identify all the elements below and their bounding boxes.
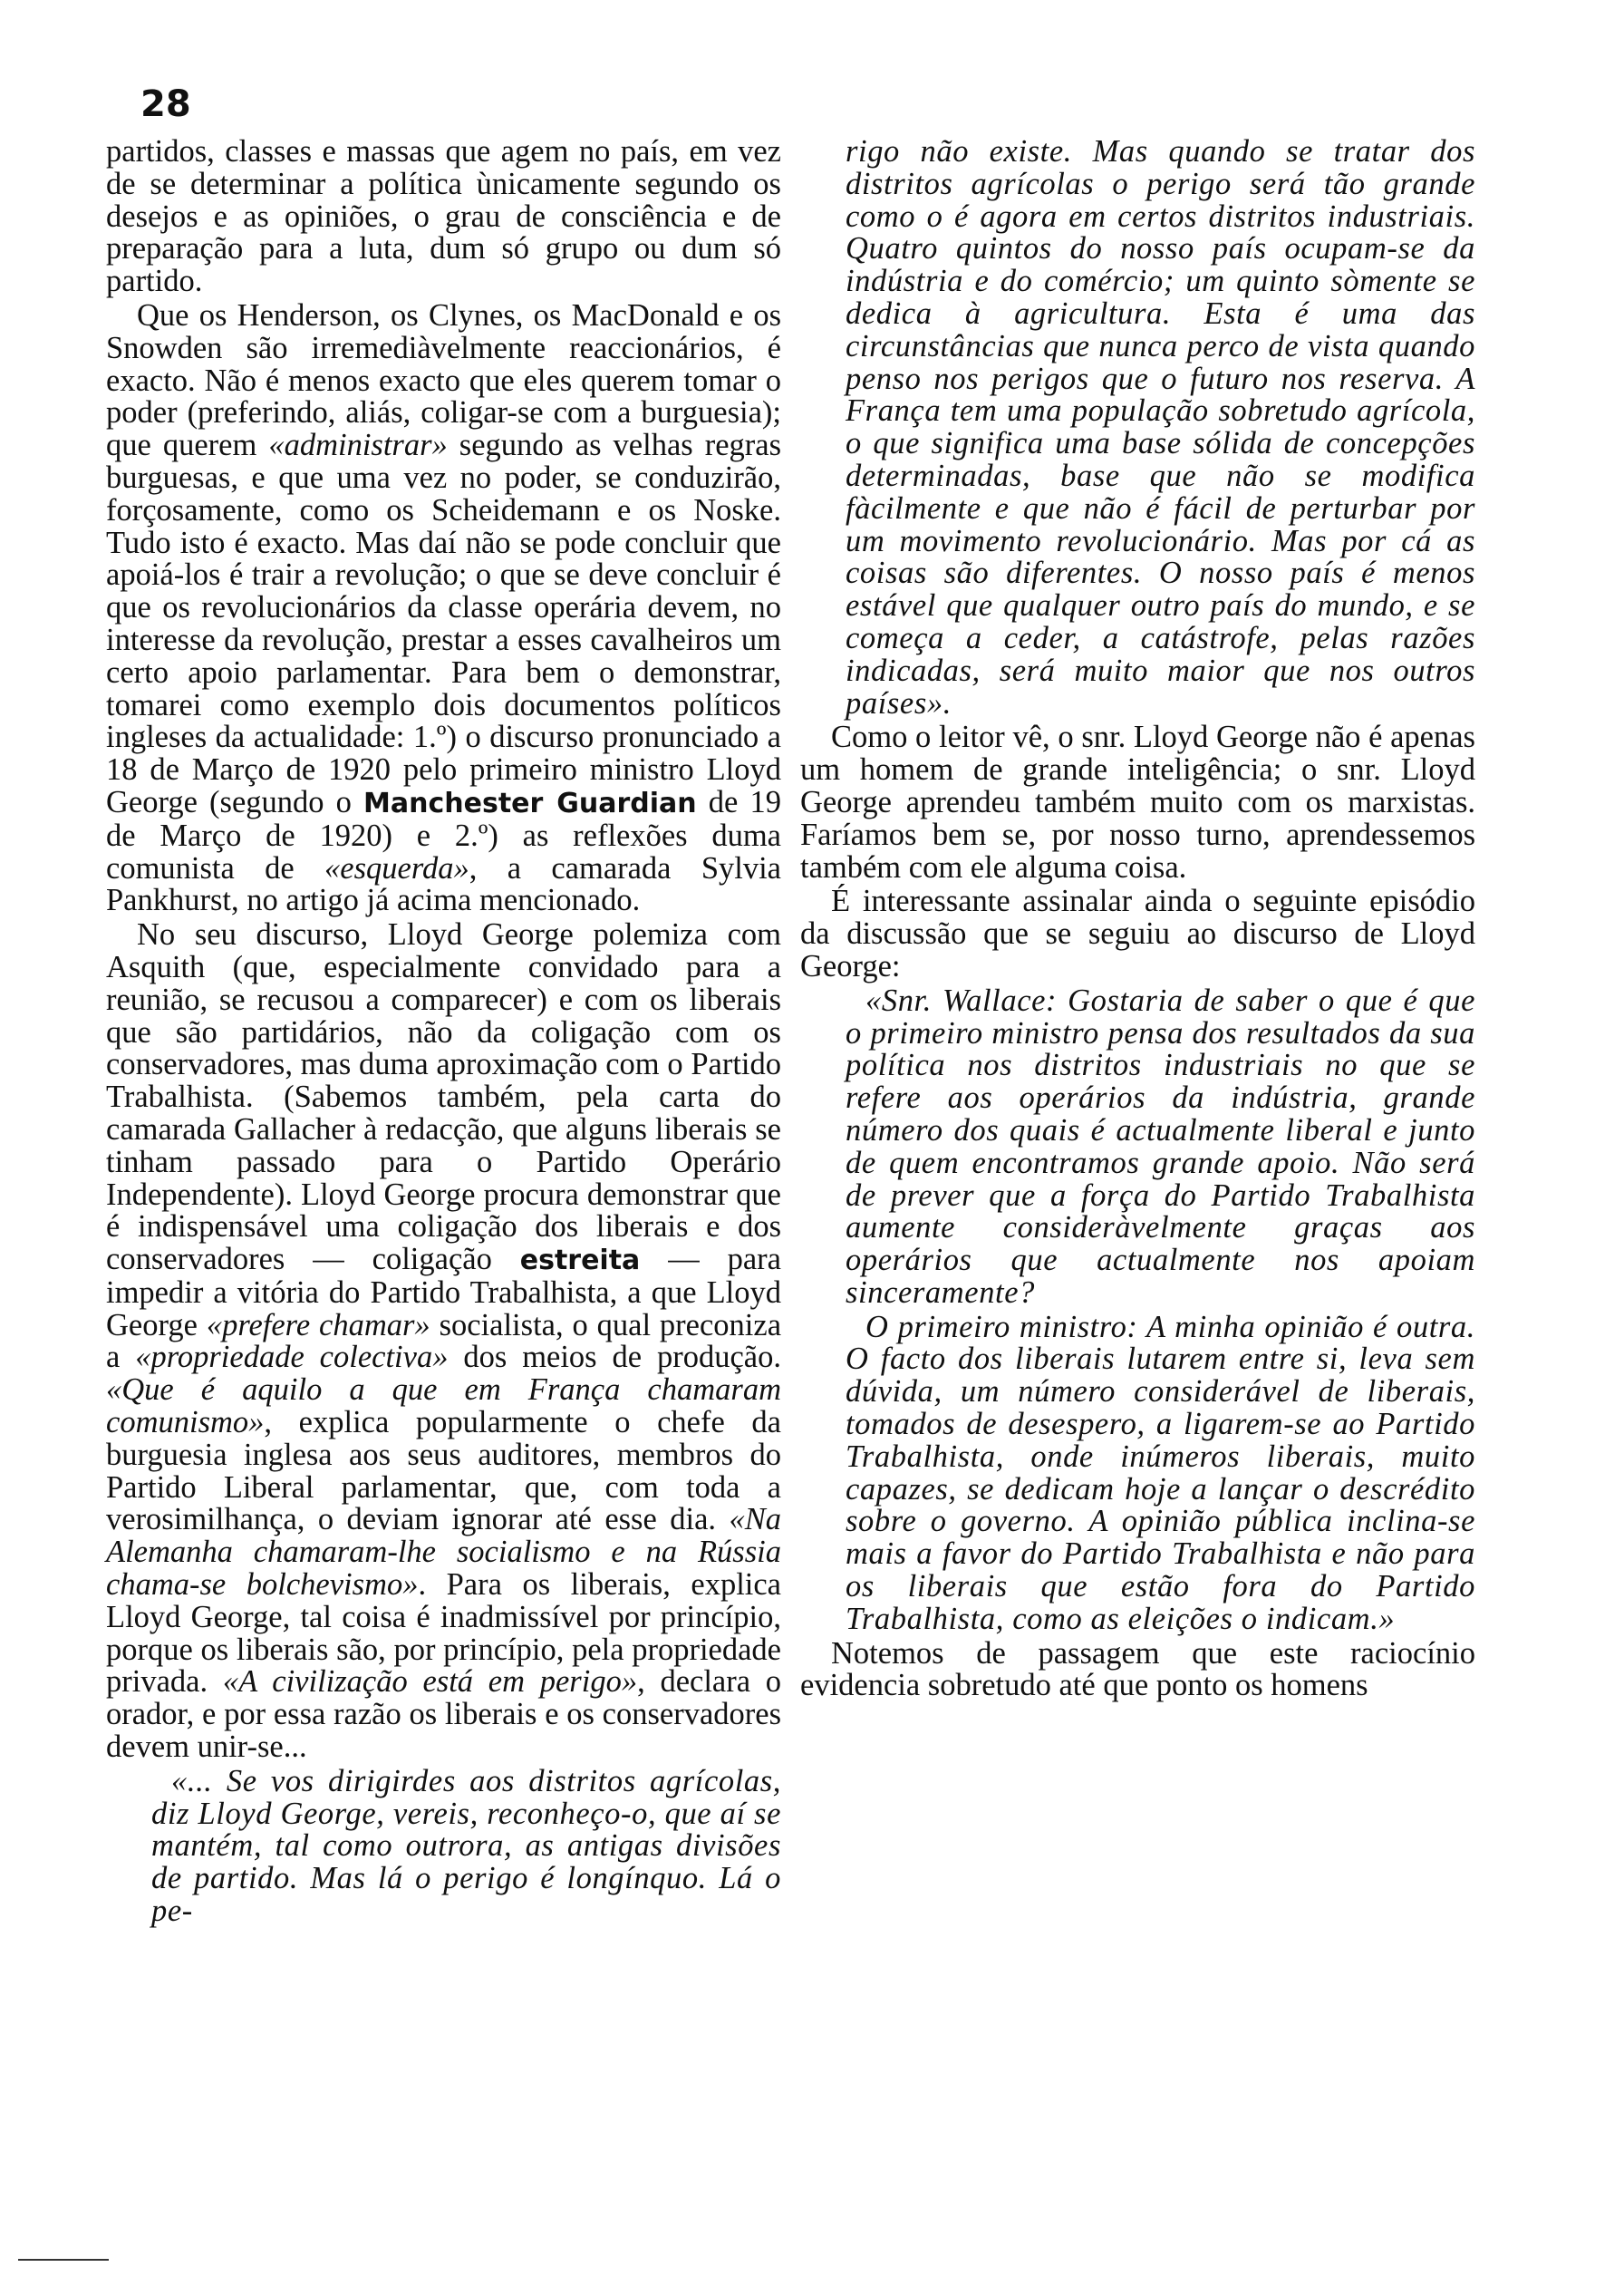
italic-text: «prefere chamar»	[206, 1307, 430, 1342]
italic-text: «A civilização está em perigo»	[222, 1664, 638, 1700]
footer-rule	[18, 2259, 109, 2261]
paragraph	[800, 1309, 1475, 1636]
text-run: . Para os liberais, explica Lloyd George, tal coisa é inadmissível por princípio, porque os liberais são, por princípio, pela propriedade privada.	[106, 1567, 781, 1700]
text-run: , declara o orador, e por essa razão os liberais e os conservadores devem unir-se...	[106, 1664, 782, 1765]
paragraph	[106, 919, 781, 1764]
text-run: , explica popularmente o chefe da burguesia inglesa aos seus auditores, membros do Partido Liberal parlamentar, que, com toda a verosimilhança, o deviam ignorar até esse dia.	[106, 1405, 781, 1537]
page-number: 28	[140, 83, 191, 125]
text-run: rigo não existe. Mas quando se tratar dos distritos agrícolas o perigo será tão grande como o é agora em certos distritos industriais. Quatro quintos do nosso país ocupam-se da indústria e do comércio; um quinto sòmente se dedica à agricultura. Esta é uma das circunstâncias que nunca perco de vista quando penso nos perigos que o futuro nos reserva. A França tem uma população sobretudo agrícola, o que significa uma base sólida de concepções determinadas, base que não se modifica fàcilmente e que não é fácil de perturbar por um movimento revolucionário. Mas por cá as coisas são diferentes. O nosso país é menos estável que qualquer outro país do mundo, e se começa a ceder, a catástrofe, pelas razões indicadas, será muito maior que nos outros países».	[846, 134, 1475, 721]
paragraph	[106, 297, 782, 918]
bold-text: Manchester Guardian	[363, 787, 697, 819]
text-run: de 19 de Março de 1920) e 2.º) as reflexões duma comunista de	[106, 784, 782, 886]
text-run: Como o leitor vê, o snr. Lloyd George não é apenas um homem de grande inteligência; o snr. Lloyd George aprendeu também muito com os marxistas. Faríamos bem se, por nosso turno, aprendessemos também com ele alguma coisa.	[800, 720, 1475, 885]
paragraph	[800, 136, 1475, 720]
paragraph	[800, 985, 1475, 1310]
text-run: «... Se vos dirigirdes aos distritos agrícolas, diz Lloyd George, vereis, reconheço-o, que aí se mantém, tal como outrora, as antigas divisões de partido. Mas lá o perigo é longínquo. Lá o pe-	[151, 1763, 781, 1929]
text-run: Notemos de passagem que este raciocínio evidencia sobretudo até que ponto os homens	[800, 1635, 1475, 1703]
left-text-column	[106, 136, 781, 1928]
text-run: dos meios de produção.	[448, 1340, 781, 1375]
text-run: segundo as velhas regras burguesas, e que uma vez no poder, se conduzirão, forçosamente, como os Scheidemann e os Noske. Tudo isto é exacto. Mas daí não se pode concluir que apoiá-los é trair a revolução; o que se deve concluir é que os revolucionários da classe operária devem, no interesse da revolução, prestar a esses cavalheiros um certo apoio parlamentar. Para bem o demonstrar, tomarei como exemplo dois documentos políticos ingleses da actualidade: 1.º) o discurso pronunciado a 18 de Março de 1920 pelo primeiro ministro Lloyd George (segundo o	[106, 428, 781, 819]
paragraph	[800, 722, 1475, 884]
text-run: O primeiro ministro: A minha opinião é outra. O facto dos liberais lutarem entre si, leva sem dúvida, um número considerável de liberais, tomados de desespero, a ligarem-se ao Partido Trabalhista, onde inúmeros liberais, muito capazes, se dedicam hoje a lançar o descrédito sobre o governo. A opinião pública inclina-se mais a favor do Partido Trabalhista e não para os liberais que estão fora do Partido Trabalhista, como as eleições o indicam.»	[846, 1309, 1475, 1636]
paragraph	[800, 886, 1475, 983]
paragraph	[106, 1763, 781, 1929]
italic-text: «Que é aquilo a que em França chamaram comunismo»	[106, 1372, 781, 1440]
bold-text: estreita	[519, 1245, 641, 1277]
italic-text: «esquerda»	[324, 850, 469, 886]
text-run: — para impedir a vitória do Partido Trabalhista, a que Lloyd George	[106, 1242, 781, 1342]
text-run: É interessante assinalar ainda o seguinte episódio da discussão que se seguiu ao discurso de Lloyd George:	[800, 884, 1475, 983]
text-run: «Snr. Wallace: Gostaria de saber o que é que o primeiro ministro pensa dos resultados da sua política nos distritos industriais no que se refere aos operários da indústria, grande número dos quais é actualmente liberal e junto de quem encontramos grande apoio. Não será de prever que a força do Partido Trabalhista aumente consideràvelmente graças aos operários que actualmente nos apoiam sinceramente?	[846, 983, 1475, 1310]
right-text-column	[800, 136, 1475, 1702]
text-run: socialista, o qual preconiza a	[106, 1307, 782, 1375]
text-run: partidos, classes e massas que agem no país, em vez de se determinar a política ùnicamente segundo os desejos e as opiniões, o grau de consciência e de preparação para a luta, dum só grupo ou dum só partido.	[106, 134, 781, 299]
text-run: Que os Henderson, os Clynes, os MacDonald e os Snowden são irremediàvelmente reaccionários, é exacto. Não é menos exacto que eles querem tomar o poder (preferindo, aliás, coligar-se com a burguesia); que querem	[106, 297, 781, 463]
text-run: No seu discurso, Lloyd George polemiza com Asquith (que, especialmente convidado para a reunião, se recusou a comparecer) e com os liberais que são partidários, não da coligação com os conservadores, mas duma aproximação com o Partido Trabalhista. (Sabemos também, pela carta do camarada Gallacher à redacção, que alguns liberais se tinham passado para o Partido Operário Independente). Lloyd George procura demonstrar que é indispensável uma coligação dos liberais e dos conservadores — coligação	[106, 917, 781, 1277]
italic-text: «propriedade colectiva»	[135, 1340, 449, 1375]
paragraph	[800, 1635, 1475, 1703]
paragraph	[106, 136, 781, 298]
text-run: , a camarada Sylvia Pankhurst, no artigo já acima mencionado.	[106, 850, 781, 918]
italic-text: «Na Alemanha chamaram-lhe socialismo e na Rússia chama-se bolchevismo»	[106, 1502, 781, 1603]
italic-text: «administrar»	[268, 428, 448, 463]
